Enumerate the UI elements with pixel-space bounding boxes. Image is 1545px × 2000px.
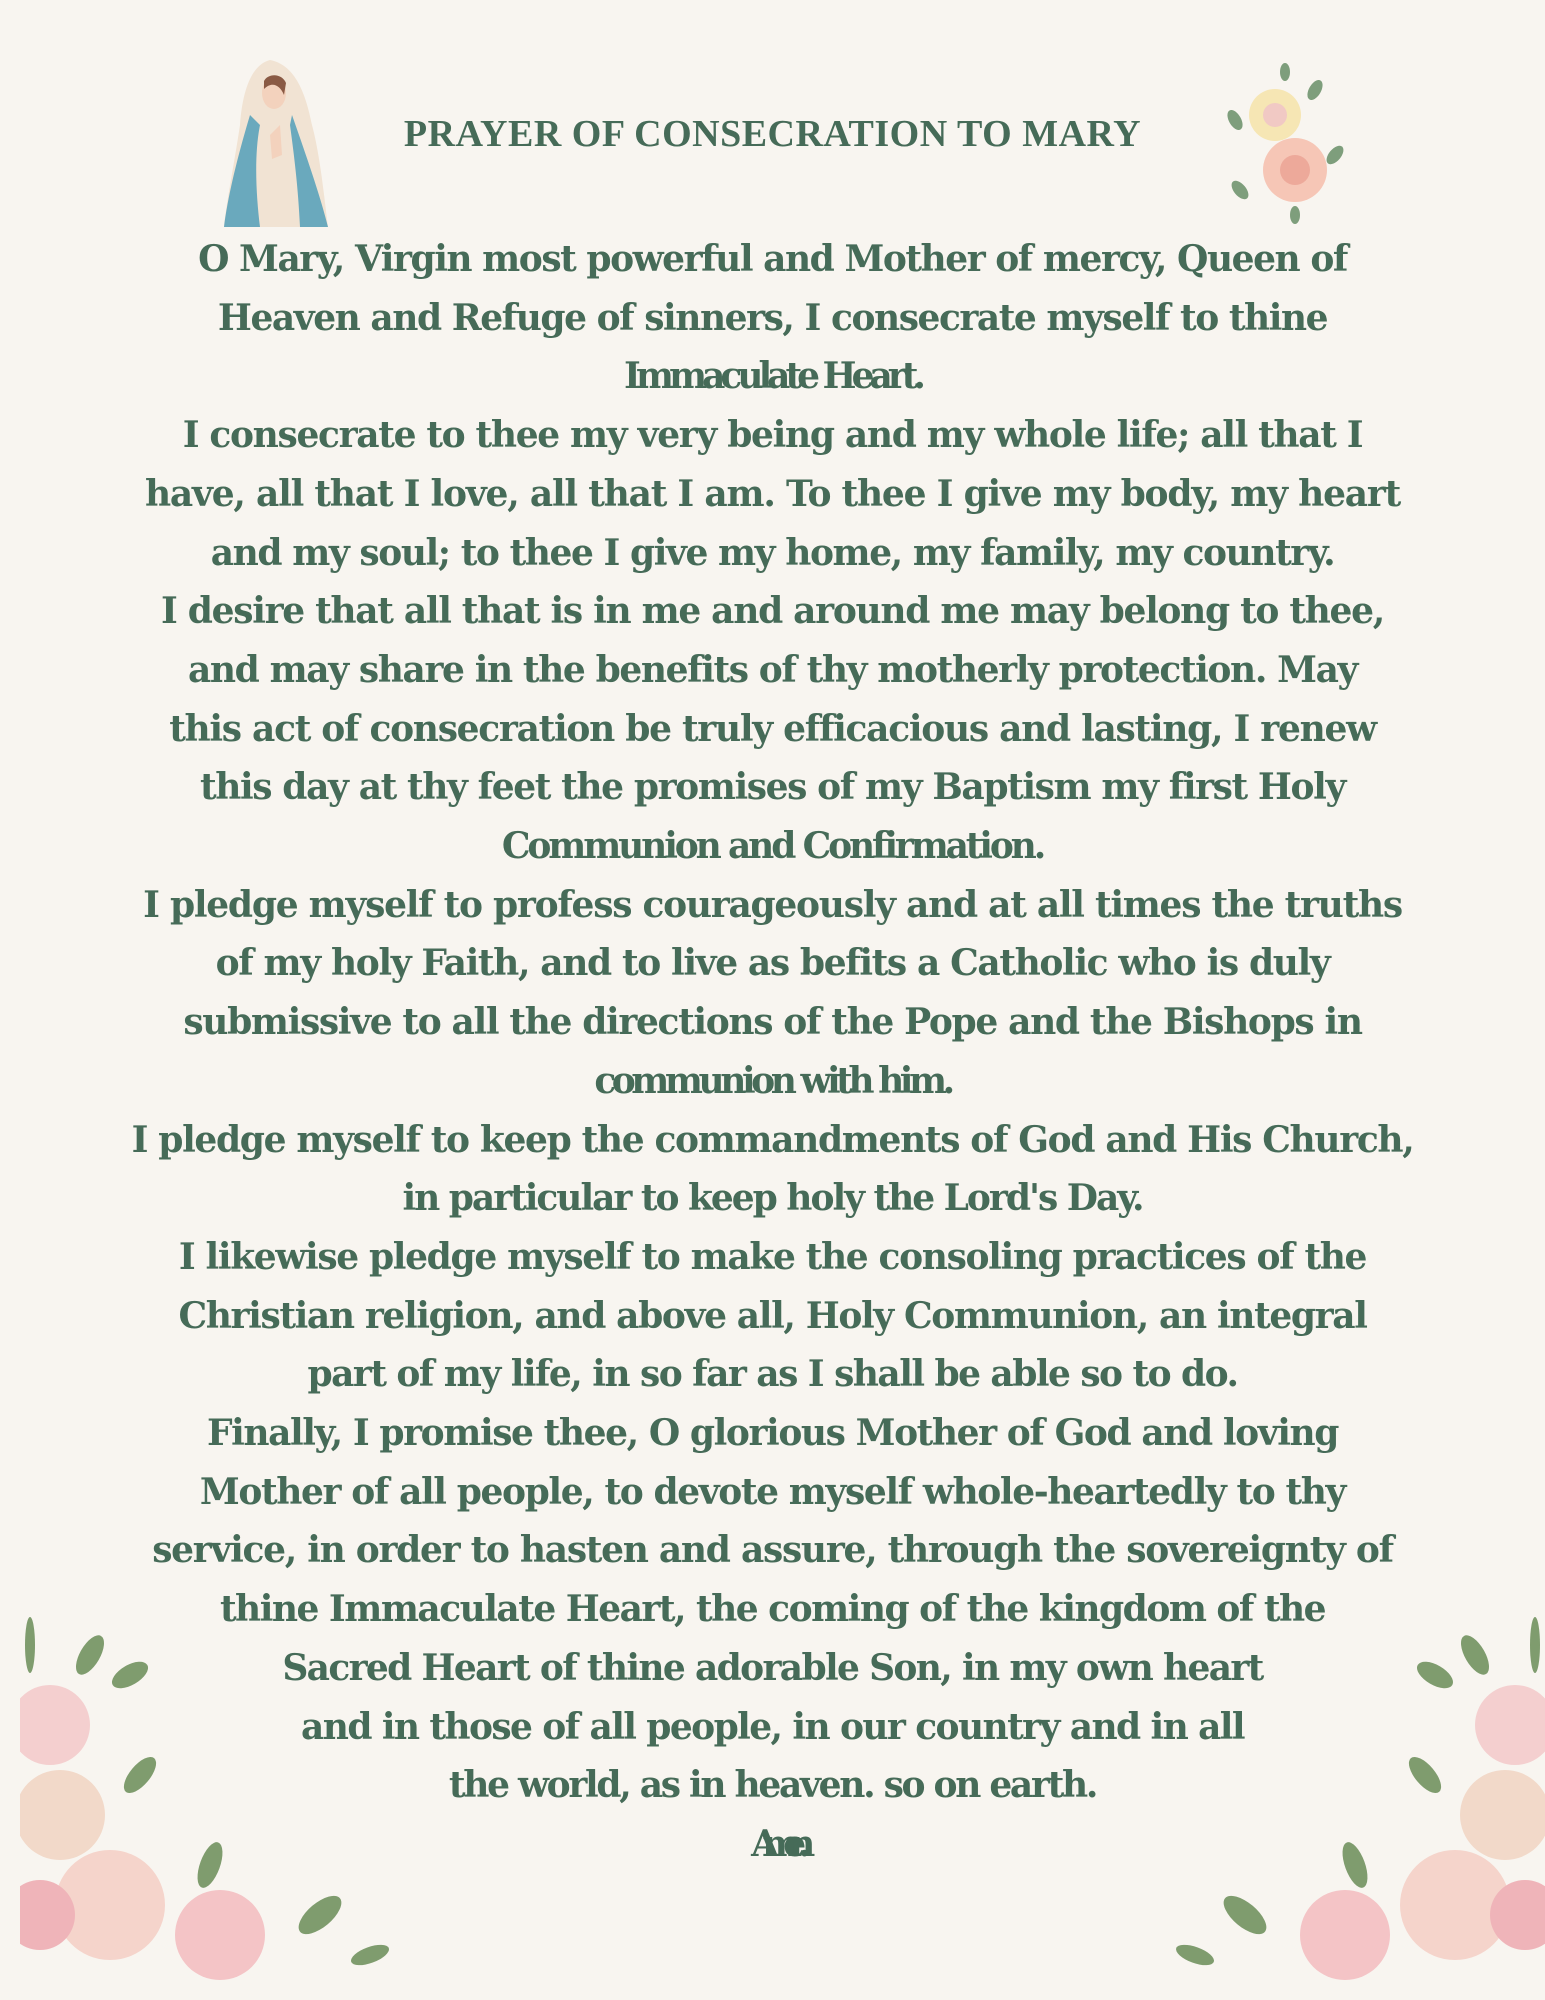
amen-line: Amen. [751, 1822, 794, 1865]
prayer-line: Immaculate Heart. [624, 355, 921, 398]
prayer-line: communion with him. [594, 1059, 951, 1102]
prayer-line: Mother of all people, to devote myself whole-heartedly to thy [199, 1470, 1346, 1513]
prayer-line: I pledge myself to profess courageously and at all times the truths [143, 883, 1402, 926]
prayer-line: Christian religion, and above all, Holy Communion, an integral [178, 1294, 1367, 1337]
prayer-line: this act of consecration be truly efficacious and lasting, I renew [169, 707, 1376, 750]
prayer-line: I pledge myself to keep the commandments of God and His Church, [131, 1118, 1414, 1161]
prayer-line: and may share in the benefits of thy motherly protection. May [187, 648, 1358, 691]
prayer-line: I consecrate to thee my very being and my whole life; all that I [182, 414, 1363, 457]
prayer-line: of my holy Faith, and to live as befits a Catholic who is duly [215, 942, 1330, 985]
prayer-line: the world, as in heaven. so on earth. [448, 1764, 1097, 1807]
prayer-line: this day at thy feet the promises of my Baptism my first Holy [200, 766, 1345, 809]
floral-corner-left [20, 1615, 400, 1980]
prayer-line: thine Immaculate Heart, the coming of the kingdom of the [219, 1588, 1326, 1631]
prayer-line: Finally, I promise thee, O glorious Mother of God and loving [206, 1412, 1339, 1455]
prayer-line: part of my life, in so far as I shall be able so to do. [307, 1353, 1238, 1396]
prayer-line: I likewise pledge myself to make the consoling practices of the [178, 1235, 1367, 1278]
prayer-line: service, in order to hasten and assure, through the sovereignty of [152, 1529, 1393, 1572]
prayer-line: Communion and Confirmation. [501, 825, 1044, 868]
page-title: PRAYER OF CONSECRATION TO MARY [403, 113, 1142, 155]
floral-corner-right [1165, 1615, 1545, 1980]
prayer-line: in particular to keep holy the Lord's Day. [402, 1177, 1143, 1220]
prayer-line: submissive to all the directions of the Pope and the Bishops in [183, 1001, 1362, 1044]
prayer-line: have, all that I love, all that I am. To thee I give my body, my heart [144, 472, 1401, 515]
prayer-line: and in those of all people, in our country and in all [301, 1705, 1244, 1748]
roses-decoration [1215, 60, 1365, 225]
prayer-line: O Mary, Virgin most powerful and Mother of mercy, Queen of [198, 238, 1347, 280]
prayer-line: I desire that all that is in me and around me may belong to thee, [161, 590, 1384, 633]
prayer-line: and my soul; to thee I give my home, my family, my country. [210, 531, 1335, 574]
prayer-line: Sacred Heart of thine adorable Son, in my own heart [282, 1646, 1263, 1689]
prayer-line: Heaven and Refuge of sinners, I consecrate myself to thine [217, 296, 1328, 339]
